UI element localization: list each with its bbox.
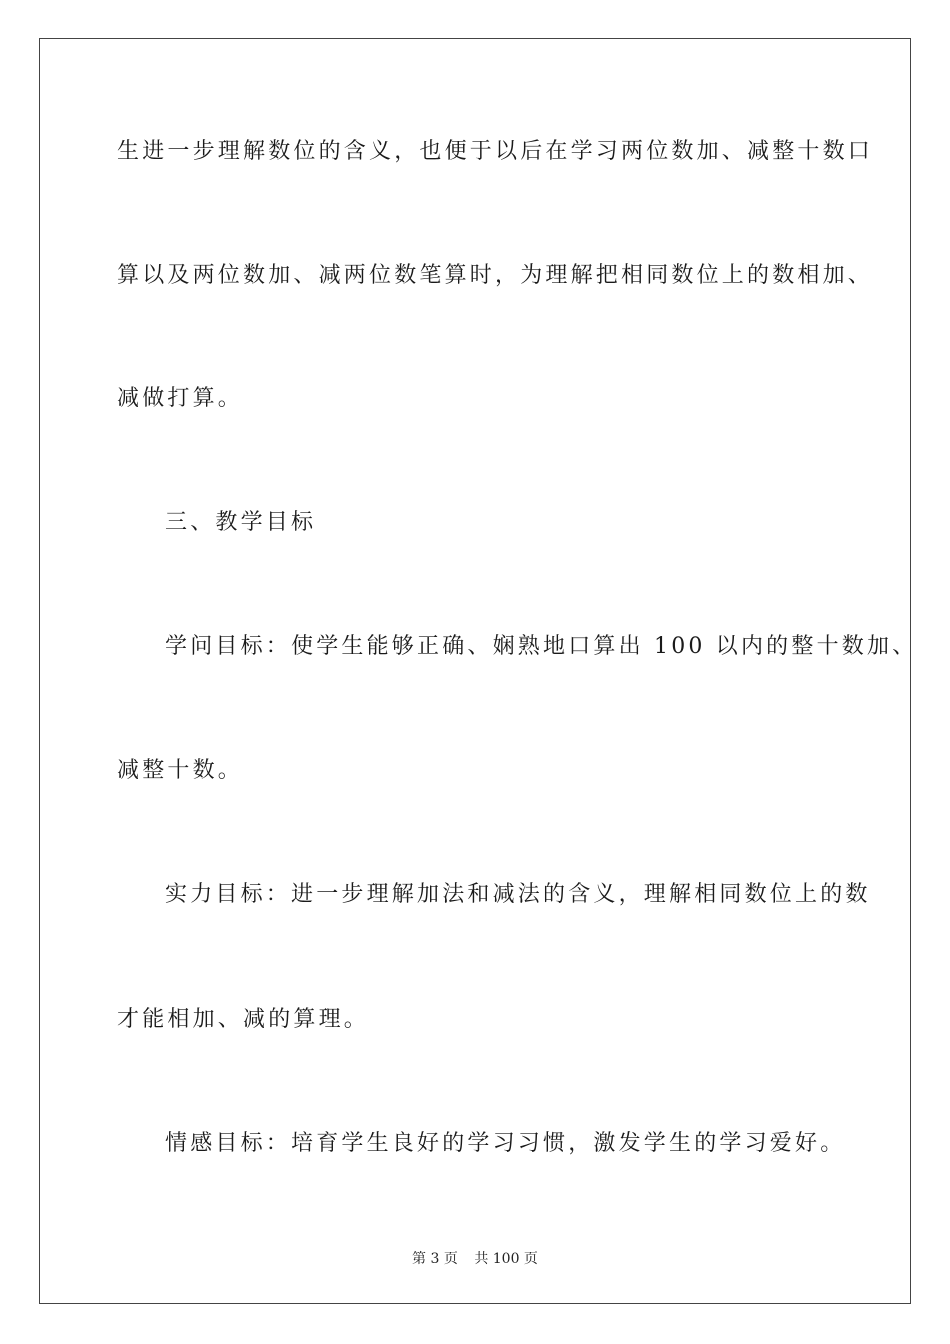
text-line: 减做打算。 xyxy=(117,386,244,411)
text-line: 算以及两位数加、减两位数笔算时，为理解把相同数位上的数相加、 xyxy=(117,263,874,288)
page-border xyxy=(39,38,911,1304)
text-line: 减整十数。 xyxy=(117,758,244,783)
section-heading: 三、教学目标 xyxy=(165,510,317,535)
text-line: 实力目标：进一步理解加法和减法的含义，理解相同数位上的数 xyxy=(165,882,871,907)
text-line: 生进一步理解数位的含义，也便于以后在学习两位数加、减整十数口 xyxy=(117,139,874,164)
text-line: 才能相加、减的算理。 xyxy=(117,1007,370,1032)
page-number: 第 3 页 xyxy=(412,1251,458,1267)
text-line: 情感目标：培育学生良好的学习习惯，激发学生的学习爱好。 xyxy=(165,1131,846,1156)
page-footer xyxy=(0,1248,950,1268)
text-line: 学问目标：使学生能够正确、娴熟地口算出 100 以内的整十数加、 xyxy=(165,634,918,659)
page-total: 共 100 页 xyxy=(474,1251,538,1267)
